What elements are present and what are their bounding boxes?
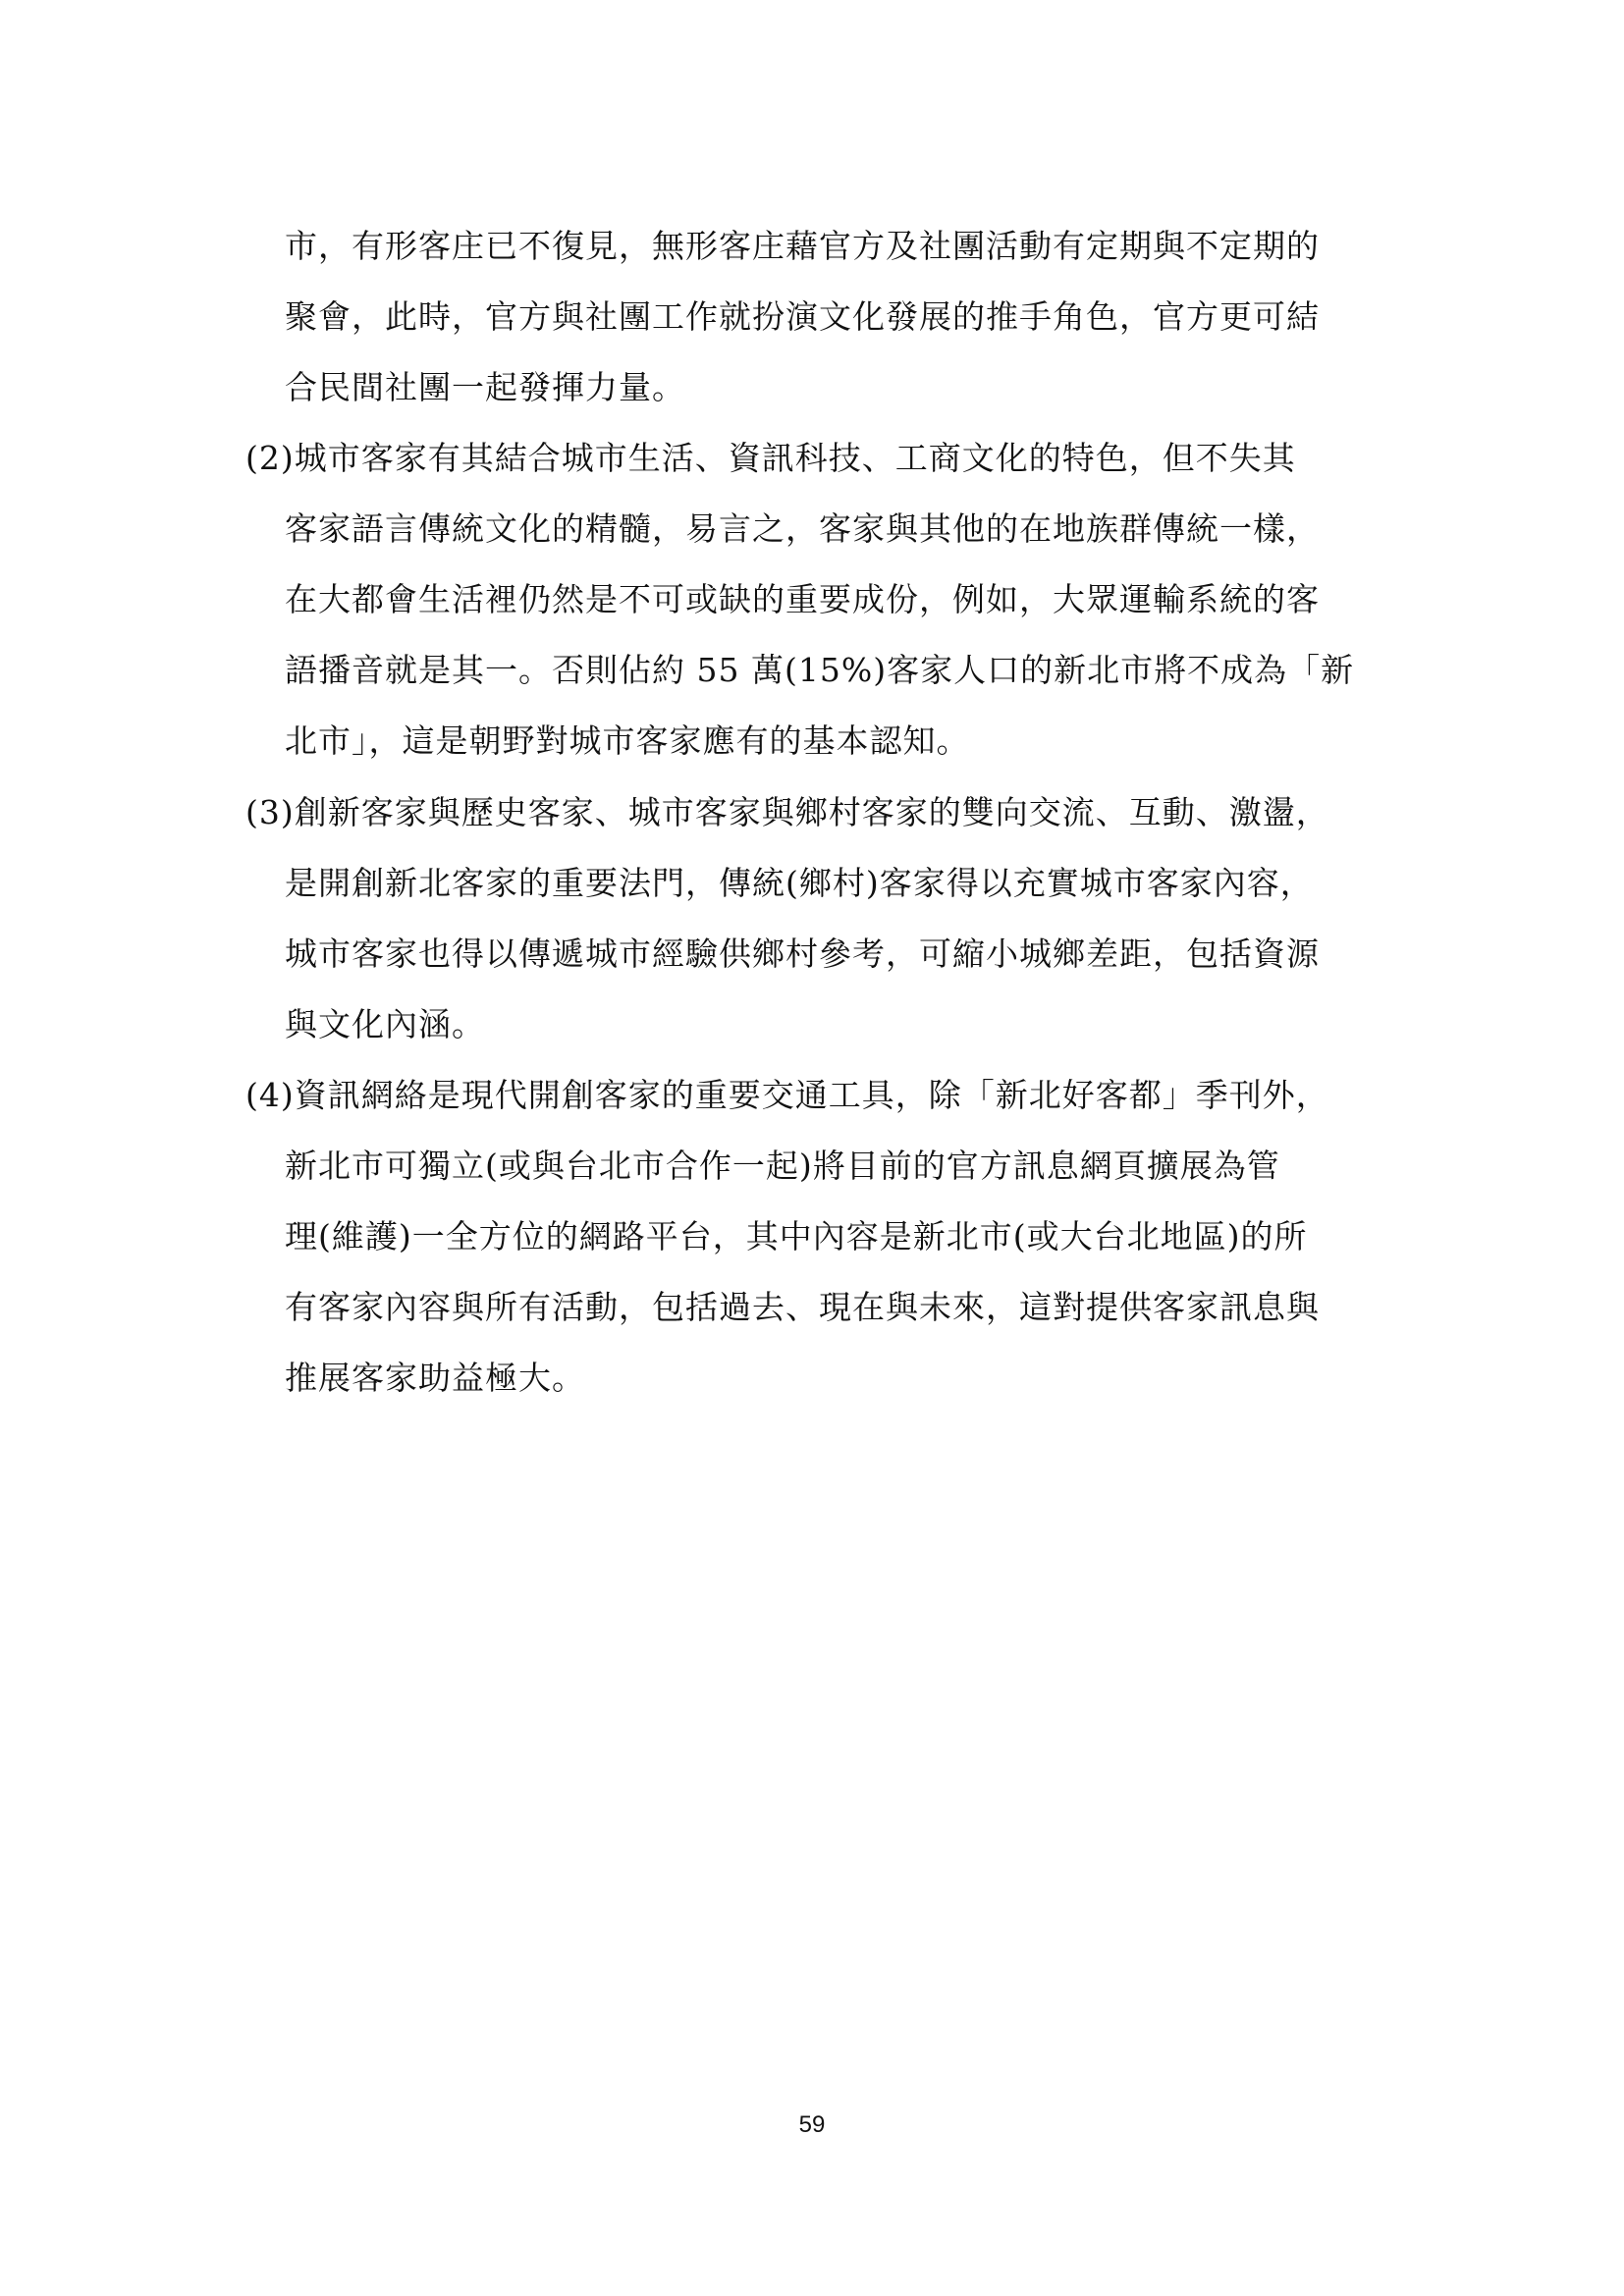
text-line: 北市」，這是朝野對城市客家應有的基本認知。 [285,721,970,760]
text-line: 與文化內涵。 [285,1005,485,1043]
text-line: 語播音就是其一。否則佔約 55 萬(15%)客家人口的新北市將不成為「新 [285,651,1355,689]
text-line: 有客家內容與所有活動，包括過去、現在與未來，這對提供客家訊息與 [285,1288,1320,1326]
text-line: 客家語言傳統文化的精髓，易言之，客家與其他的在地族群傳統一樣， [285,509,1320,548]
text-line: 推展客家助益極大。 [285,1359,585,1397]
text-line: 市，有形客庄已不復見，無形客庄藉官方及社團活動有定期與不定期的 [285,227,1320,265]
text-line: 合民間社團一起發揮力量。 [285,368,685,406]
text-line: 新北市可獨立(或與台北市合作一起)將目前的官方訊息網頁擴展為管 [285,1147,1280,1185]
text-line: 聚會，此時，官方與社團工作就扮演文化發展的推手角色，官方更可結 [285,297,1320,336]
text-line: 城市客家也得以傳遞城市經驗供鄉村參考，可縮小城鄉差距，包括資源 [285,934,1320,973]
list-item-4-line: (4)資訊網絡是現代開創客家的重要交通工具，除「新北好客都」季刊外， [245,1076,1329,1114]
text-line: 在大都會生活裡仍然是不可或缺的重要成份，例如，大眾運輸系統的客 [285,580,1320,618]
list-item-3-line: (3)創新客家與歷史客家、城市客家與鄉村客家的雙向交流、互動、激盪， [245,793,1329,831]
list-item-2-line: (2)城市客家有其結合城市生活、資訊科技、工商文化的特色，但不失其 [245,439,1296,477]
text-line: 是開創新北客家的重要法門，傳統(鄉村)客家得以充實城市客家內容， [285,864,1314,902]
page-number: 59 [798,2111,826,2138]
text-line: 理(維護)一全方位的網路平台，其中內容是新北市(或大台北地區)的所 [285,1217,1308,1255]
